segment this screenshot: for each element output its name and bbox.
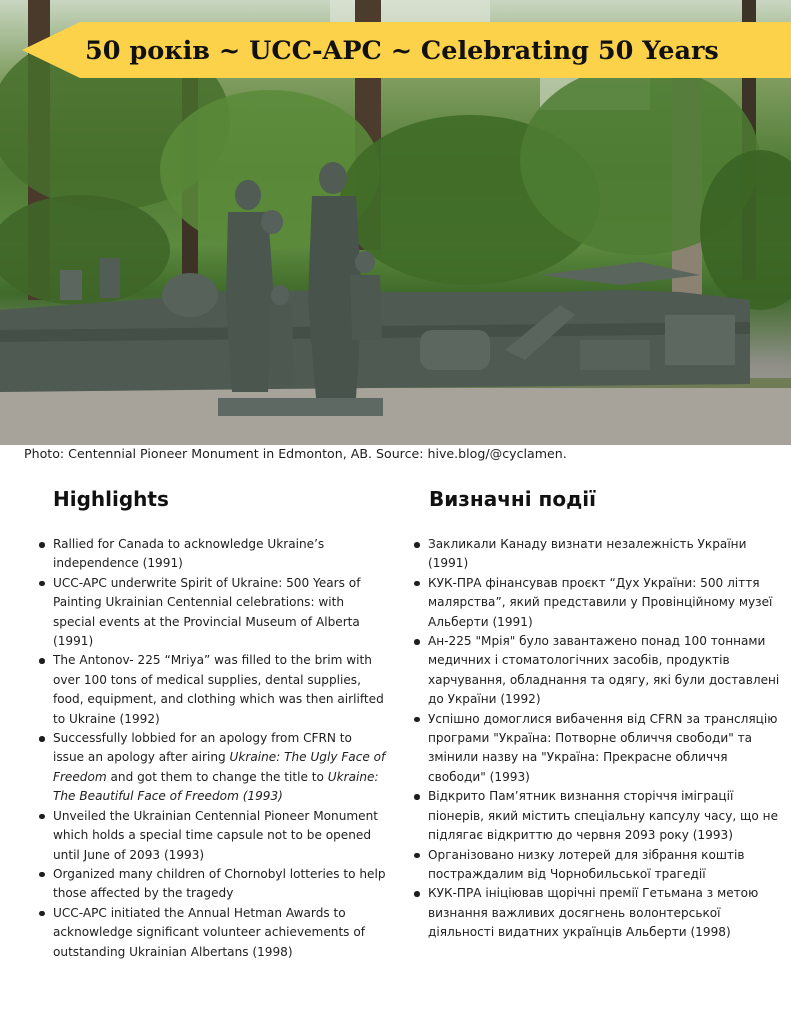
events-uk-list xyxy=(411,535,783,943)
highlights-heading: Highlights xyxy=(53,487,169,511)
list-item xyxy=(36,729,386,807)
list-item: Organized many children of Chornobyl lotteries to help those affected by the tragedy xyxy=(36,865,386,904)
highlights-list xyxy=(36,535,386,962)
list-item: Закликали Канаду визнати незалежність України (1991) xyxy=(411,535,783,574)
list-item: КУК-ПРА ініціював щорічні премії Гетьмана з метою визнання важливих досягнень волонтерської діяльності видатних українців Альберти (1998) xyxy=(411,884,783,942)
photo-caption: Photo: Centennial Pioneer Monument in Edmonton, AB. Source: hive.blog/@cyclamen. xyxy=(24,446,567,461)
list-item-text: and got them to change the title to xyxy=(106,769,328,784)
banner-title: 50 років ~ UCC-APC ~ Celebrating 50 Years xyxy=(85,36,719,66)
list-item: Rallied for Canada to acknowledge Ukraine’s independence (1991) xyxy=(36,535,386,574)
list-item-italic-title: Ukraine: The Ugly Face of Freedom xyxy=(53,750,386,784)
list-item: Успішно домоглися вибачення від CFRN за трансляцію програми "Україна: Потворне обличчя свободи" та змінили назву на "Україна: Прекрасне обличчя свободи" (1993) xyxy=(411,710,783,788)
list-item: КУК-ПРА фінансував проєкт “Дух України: 500 ліття малярства”, який представили у Провінційному музеї Альберти (1991) xyxy=(411,574,783,632)
list-item: Відкрито Пам’ятник визнання сторіччя іміграції піонерів, який містить спеціальну капсулу часу, що не підлягає відкриттю до червня 2093 року (1993) xyxy=(411,787,783,845)
list-item-text: Successfully lobbied for an apology from CFRN to issue an apology after airing xyxy=(53,731,352,765)
list-item: The Antonov- 225 “Mriya” was filled to the brim with over 100 tons of medical supplies, dental supplies, food, equipment, and clothing which was then airlifted to Ukraine (1992) xyxy=(36,651,386,729)
list-item: Unveiled the Ukrainian Centennial Pioneer Monument which holds a special time capsule not to be opened until June of 2093 (1993) xyxy=(36,807,386,865)
list-item: Ан-225 "Мрія" було завантажено понад 100 тоннами медичних і стоматологічних засобів, продуктів харчування, обладнання та одягу, які були доставлені до України (1992) xyxy=(411,632,783,710)
events-uk-heading: Визначні події xyxy=(429,487,596,511)
list-item: Організовано низку лотерей для зібрання коштів постраждалим від Чорнобильської трагедії xyxy=(411,846,783,885)
list-item: UCC-APC initiated the Annual Hetman Awards to acknowledge significant volunteer achievements of outstanding Ukrainian Albertans (1998) xyxy=(36,904,386,962)
list-item-italic-title: Ukraine: The Beautiful Face of Freedom (1993) xyxy=(53,769,379,804)
list-item: UCC-APC underwrite Spirit of Ukraine: 500 Years of Painting Ukrainian Centennial celebrations: with special events at the Provincial Museum of Alberta (1991) xyxy=(36,574,386,652)
